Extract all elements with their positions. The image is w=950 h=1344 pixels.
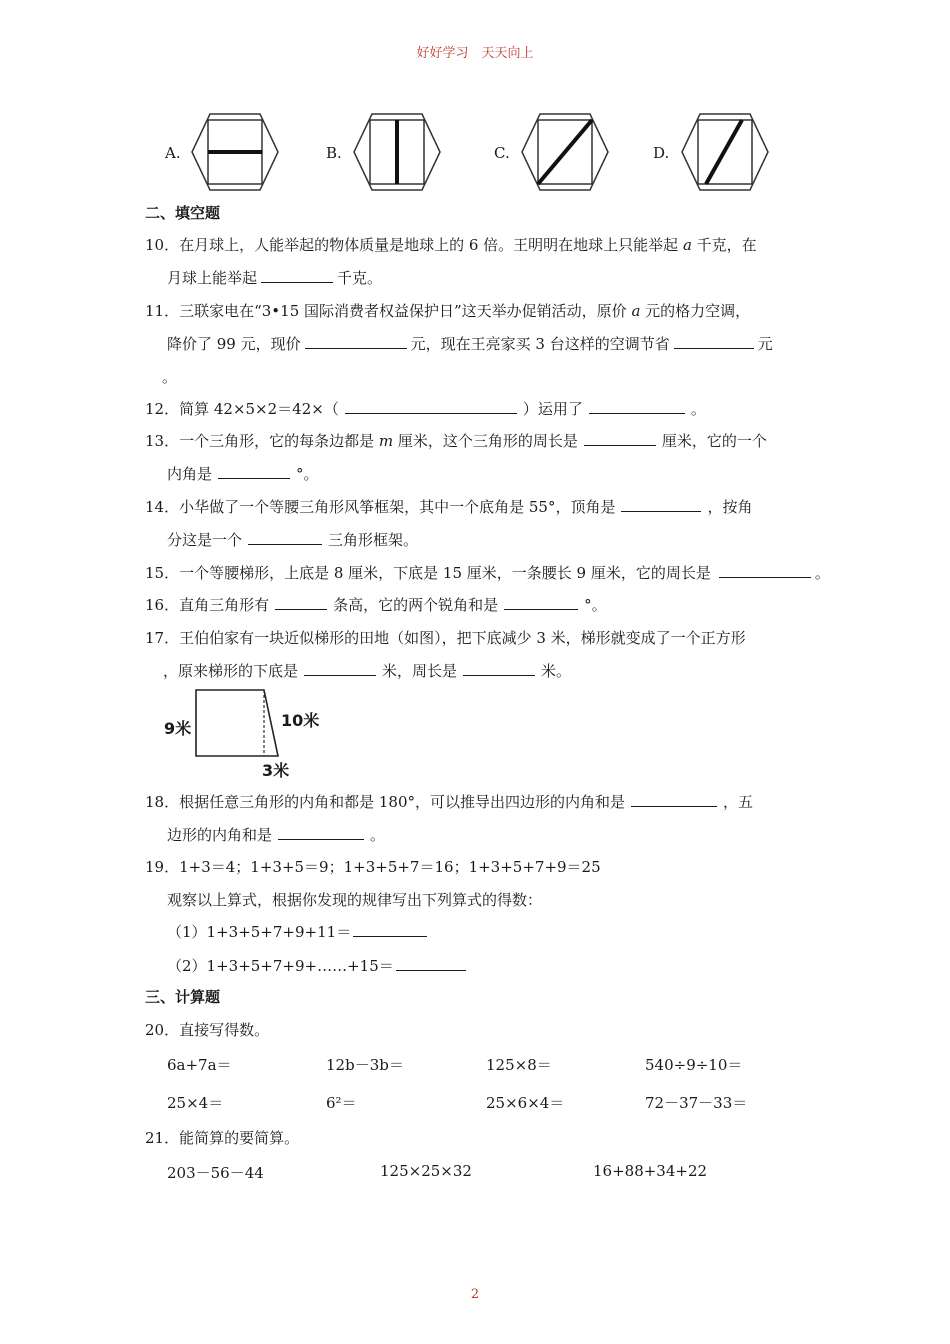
question-18-line2: 边形的内角和是 。: [167, 826, 386, 844]
simplify-item: 16+88+34+22: [593, 1162, 708, 1180]
figure-label-bottom: 3米: [262, 761, 290, 780]
question-19-sub1: （1）1+3+5+7+9+11＝: [167, 921, 429, 942]
question-19-sub2: （2）1+3+5+7+9+……+15＝: [167, 955, 468, 976]
answer-blank[interactable]: [504, 608, 578, 610]
answer-blank[interactable]: [275, 608, 327, 610]
question-11-line1: 11．三联家电在“3•15 国际消费者权益保护日”这天举办促销活动，原价 a 元的格力空调，: [145, 302, 751, 320]
answer-blank[interactable]: [589, 412, 685, 414]
answer-blank[interactable]: [621, 510, 701, 512]
question-14-line2: 分这是一个 三角形框架。: [167, 531, 419, 549]
answer-blank[interactable]: [304, 674, 376, 676]
calc-item: 72－37－33＝: [645, 1094, 748, 1112]
simplify-item: 125×25×32: [380, 1162, 472, 1180]
question-17-line2: ，原来梯形的下底是 米，周长是 米。: [163, 662, 572, 680]
answer-blank[interactable]: [305, 347, 407, 349]
calc-item: 125×8＝: [486, 1056, 552, 1074]
question-15: 15．一个等腰梯形，上底是 8 厘米，下底是 15 厘米，一条腰长 9 厘米，它的周长是 。: [145, 564, 830, 582]
simplify-item: 203－56－44: [167, 1164, 264, 1182]
question-11-line2: 降价了 99 元，现价 元，现在王亮家买 3 台这样的空调节省 元: [167, 335, 773, 353]
option-c-figure: [520, 112, 610, 192]
question-14-line1: 14．小华做了一个等腰三角形风筝框架，其中一个底角是 55°，顶角是 ，按角: [145, 498, 753, 516]
option-b-label: B.: [326, 144, 342, 162]
question-10-line2: 月球上能举起 千克。: [167, 269, 383, 287]
option-c-label: C.: [494, 144, 510, 162]
answer-blank[interactable]: [261, 281, 333, 283]
section-calculation-title: 三、计算题: [145, 988, 221, 1006]
question-12: 12．简算 42×5×2＝42×（ ）运用了 。: [145, 400, 706, 418]
page-header: 好好学习 天天向上: [416, 46, 534, 61]
question-16: 16．直角三角形有 条高，它的两个锐角和是 °。: [145, 596, 607, 614]
question-13-line2: 内角是 °。: [167, 465, 319, 483]
answer-blank[interactable]: [396, 969, 466, 971]
option-b-figure: [352, 112, 442, 192]
answer-blank[interactable]: [278, 838, 364, 840]
calc-item: 540÷9÷10＝: [645, 1056, 743, 1074]
question-20-title: 20．直接写得数。: [145, 1021, 270, 1039]
option-a-figure: [190, 112, 280, 192]
answer-blank[interactable]: [584, 444, 656, 446]
answer-blank[interactable]: [719, 576, 811, 578]
answer-blank[interactable]: [631, 805, 717, 807]
calc-item: 25×6×4＝: [486, 1094, 565, 1112]
answer-blank[interactable]: [674, 347, 754, 349]
answer-blank[interactable]: [353, 935, 427, 937]
calc-item: 6²＝: [326, 1094, 357, 1112]
question-19-line2: 观察以上算式，根据你发现的规律写出下列算式的得数：: [167, 891, 543, 909]
option-a-label: A.: [165, 144, 181, 162]
question-13-line1: 13．一个三角形，它的每条边都是 m 厘米，这个三角形的周长是 厘米，它的一个: [145, 432, 767, 450]
calc-item: 12b－3b＝: [326, 1056, 404, 1074]
question-19-line1: 19．1+3＝4；1+3+5＝9；1+3+5+7＝16；1+3+5+7+9＝25: [145, 858, 601, 876]
answer-blank[interactable]: [248, 543, 322, 545]
answer-blank[interactable]: [345, 412, 517, 414]
question-10-line1: 10．在月球上，人能举起的物体质量是地球上的 6 倍。王明明在地球上只能举起 a 千克，在: [145, 236, 757, 254]
calc-item: 6a+7a＝: [167, 1056, 232, 1074]
question-17-line1: 17．王伯伯家有一块近似梯形的田地（如图），把下底减少 3 米，梯形就变成了一个正方形: [145, 629, 746, 647]
question-11-line3: 。: [162, 368, 178, 386]
figure-label-left: 9米: [164, 719, 192, 738]
answer-blank[interactable]: [463, 674, 535, 676]
figure-label-right: 10米: [281, 711, 320, 730]
page-number: 2: [470, 1287, 480, 1302]
option-d-label: D.: [653, 144, 670, 162]
question-18-line1: 18．根据任意三角形的内角和都是 180°，可以推导出四边形的内角和是 ，五: [145, 793, 754, 811]
answer-blank[interactable]: [218, 477, 290, 479]
question-21-title: 21．能简算的要简算。: [145, 1129, 300, 1147]
option-d-figure: [680, 112, 770, 192]
calc-item: 25×4＝: [167, 1094, 224, 1112]
section-fill-blank-title: 二、填空题: [145, 204, 221, 222]
